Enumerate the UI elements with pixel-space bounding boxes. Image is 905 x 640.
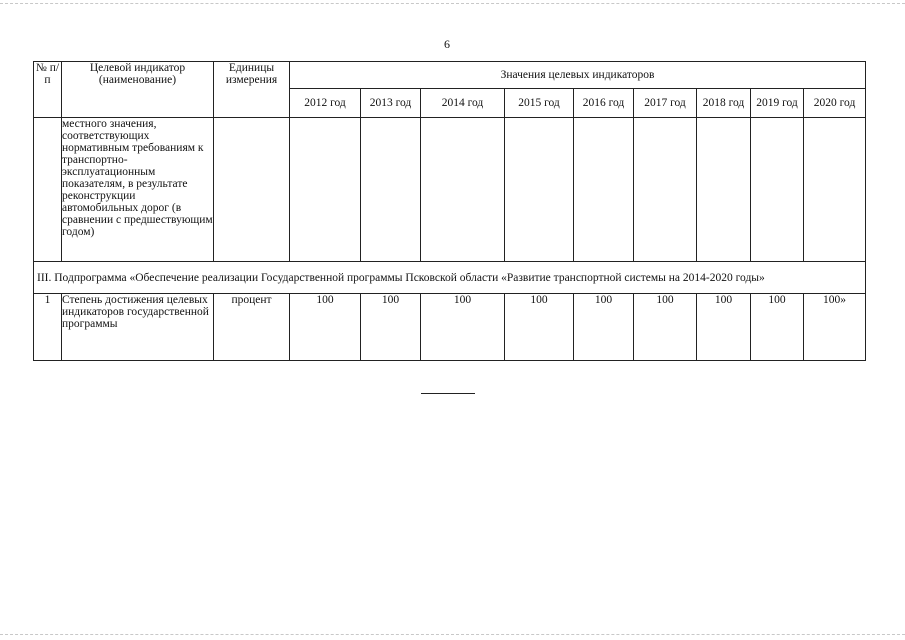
cell-indicator-continued: местного значения, соответствующих нормативным требованиям к транспортно-эксплуатационным показателям, в результате реконструкции автомобильных дорог (в сравнении с предшествующим годом) [62,118,214,262]
cell-value-empty [361,118,421,262]
cell-value: 100 [574,294,634,361]
header-year: 2019 год [751,89,804,118]
scan-edge-top [0,3,905,4]
cell-value-empty [574,118,634,262]
cell-num-empty [34,118,62,262]
header-indicator: Целевой индикатор (наименование) [62,62,214,118]
cell-value: 100» [804,294,866,361]
cell-num: 1 [34,294,62,361]
end-rule [421,393,475,394]
cell-value-empty [505,118,574,262]
cell-value: 100 [421,294,505,361]
cell-value-empty [751,118,804,262]
target-indicators-table [33,61,866,361]
header-year: 2014 год [421,89,505,118]
header-year: 2017 год [634,89,697,118]
header-year: 2020 год [804,89,866,118]
section-title: III. Подпрограмма «Обеспечение реализации Государственной программы Псковской области «Развитие транспортной системы на 2014-2020 годы» [34,262,866,294]
cell-value-empty [697,118,751,262]
cell-indicator: Степень достижения целевых индикаторов государственной программы [62,294,214,361]
cell-value: 100 [505,294,574,361]
cell-value: 100 [634,294,697,361]
header-unit: Единицы измерения [214,62,290,118]
cell-unit-empty [214,118,290,262]
cell-value: 100 [697,294,751,361]
cell-unit: процент [214,294,290,361]
header-values-group: Значения целевых индикаторов [290,62,866,89]
cell-value: 100 [290,294,361,361]
header-year: 2018 год [697,89,751,118]
cell-value-empty [804,118,866,262]
header-row [34,62,866,89]
page-number: 6 [444,37,450,51]
cell-value-empty [634,118,697,262]
header-year: 2016 год [574,89,634,118]
header-year: 2012 год [290,89,361,118]
header-year: 2015 год [505,89,574,118]
header-year: 2013 год [361,89,421,118]
cell-value-empty [421,118,505,262]
table-row-continued [34,118,866,262]
cell-value: 100 [361,294,421,361]
section-row [34,262,866,294]
cell-value: 100 [751,294,804,361]
table-row [34,294,866,361]
header-num: № п/п [34,62,62,118]
cell-value-empty [290,118,361,262]
scan-edge-bottom [0,634,905,635]
